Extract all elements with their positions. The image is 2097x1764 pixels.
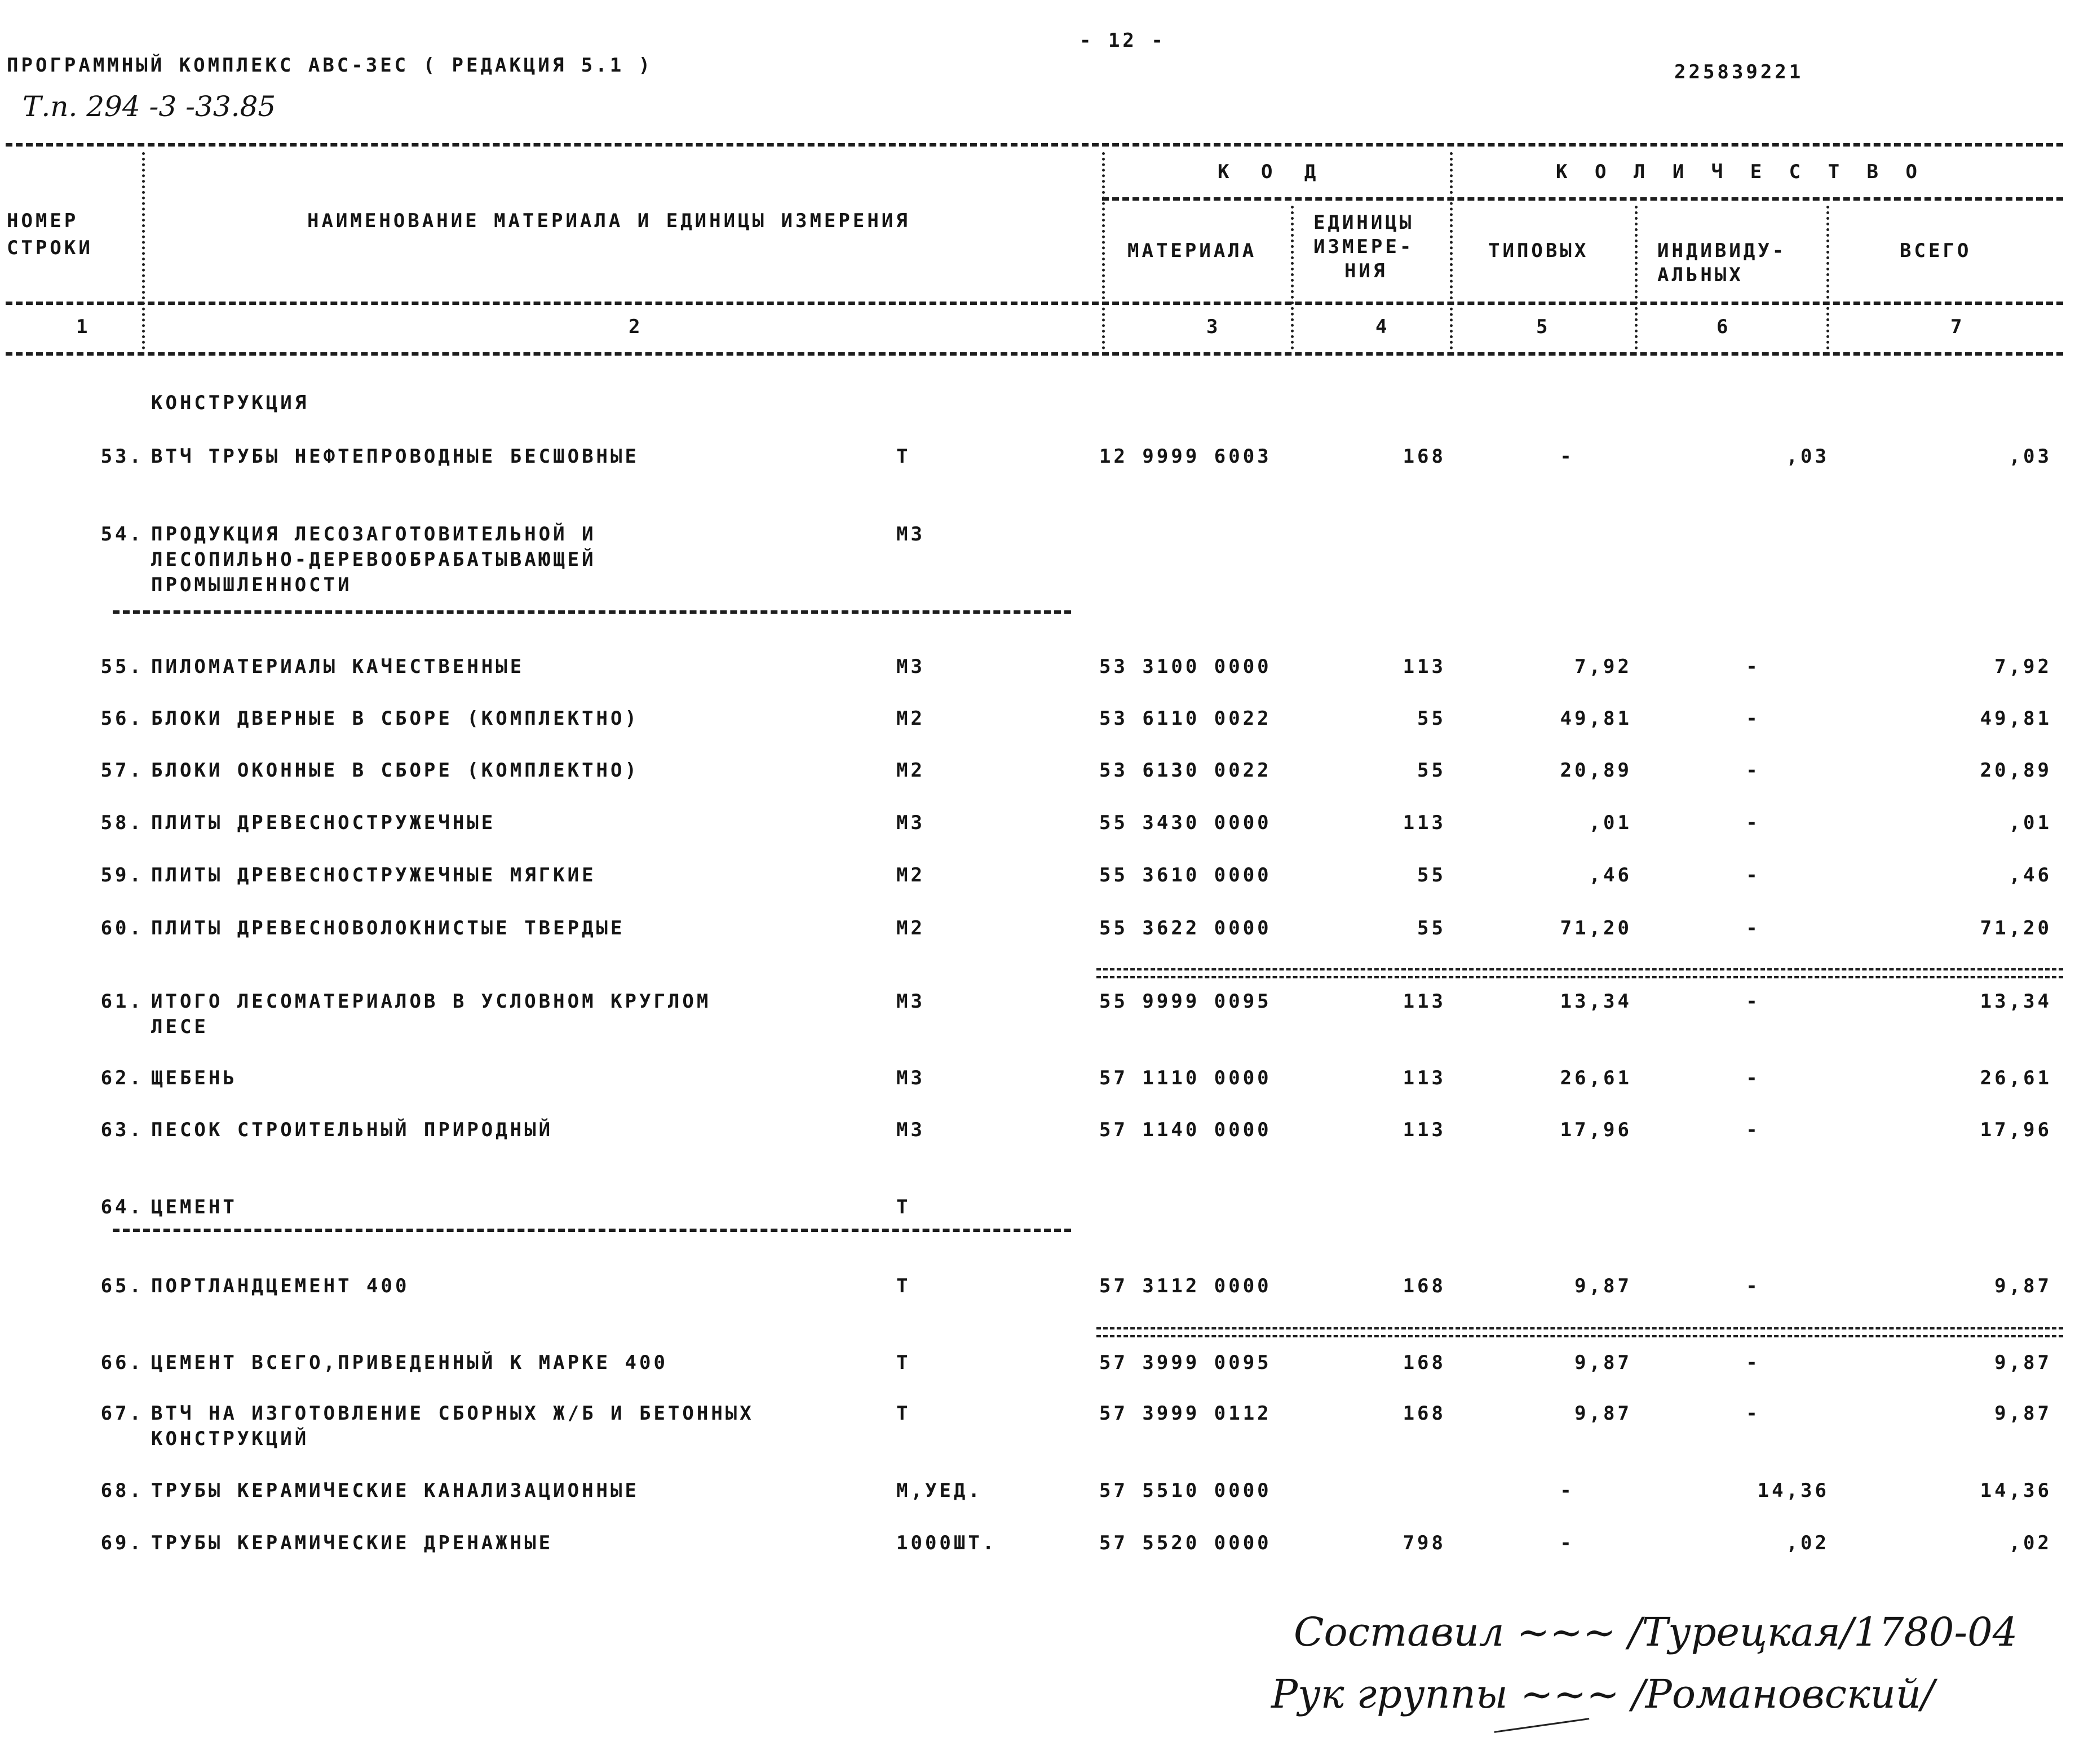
colnum-3: 3: [1206, 316, 1221, 338]
row-code: 57 3999 0112: [1099, 1402, 1272, 1425]
group-rule-cement: [113, 1229, 1071, 1232]
row-total: 20,89: [1980, 759, 2052, 782]
row-name: ВТЧ НА ИЗГОТОВЛЕНИЕ СБОРНЫХ Ж/Б И БЕТОННЫХ: [151, 1402, 754, 1425]
row-unit-code: 113: [1403, 1119, 1446, 1141]
header-unit-1: ЕДИНИЦЫ: [1313, 211, 1414, 234]
colnum-6: 6: [1716, 316, 1731, 338]
row-number: 54.: [100, 523, 144, 546]
row-typical: ,46: [1589, 864, 1632, 887]
row-code: 55 3430 0000: [1099, 812, 1272, 834]
row-typical: 9,87: [1574, 1351, 1632, 1374]
row-total: 71,20: [1980, 917, 2052, 939]
row-number: 58.: [100, 812, 144, 834]
header-sep-4: [1450, 152, 1453, 349]
row-unit-code: 55: [1417, 759, 1446, 782]
table-top-rule: [6, 143, 2063, 147]
row-total: 17,96: [1980, 1119, 2052, 1141]
row-number: 56.: [100, 707, 144, 730]
row-number: 66.: [100, 1351, 144, 1374]
row-number: 64.: [100, 1196, 144, 1218]
row-unit-code: 168: [1403, 1402, 1446, 1425]
kod-subrule: [1102, 197, 2063, 201]
row-name: ИТОГО ЛЕСОМАТЕРИАЛОВ В УСЛОВНОМ КРУГЛОМ: [151, 990, 711, 1013]
header-kolichestvo: К О Л И Ч Е С Т В О: [1556, 161, 1925, 183]
header-name: НАИМЕНОВАНИЕ МАТЕРИАЛА И ЕДИНИЦЫ ИЗМЕРЕНИЯ: [307, 210, 910, 232]
row-code: 53 6130 0022: [1099, 759, 1272, 782]
row-typical: 20,89: [1560, 759, 1632, 782]
row-unit-code: 55: [1417, 864, 1446, 887]
row-code: 12 9999 6003: [1099, 445, 1272, 468]
row-number: 59.: [100, 864, 144, 887]
row-individual: ,02: [1786, 1532, 1829, 1554]
row-individual: -: [1746, 864, 1760, 887]
row-number: 61.: [100, 990, 144, 1013]
row-unit: Т: [896, 1275, 911, 1297]
row-unit-code: 168: [1403, 445, 1446, 468]
header-individual-1: ИНДИВИДУ-: [1657, 240, 1787, 262]
row-code: 55 3610 0000: [1099, 864, 1272, 887]
colnum-4: 4: [1375, 316, 1390, 338]
row-name: ПЛИТЫ ДРЕВЕСНОВОЛОКНИСТЫЕ ТВЕРДЫЕ: [151, 917, 625, 939]
row-unit: М3: [896, 990, 925, 1013]
header-material: МАТЕРИАЛА: [1127, 240, 1257, 262]
header-typical: ТИПОВЫХ: [1488, 240, 1589, 262]
subtotal-double-rule-timber: [1096, 968, 2063, 978]
row-name: ПОРТЛАНДЦЕМЕНТ 400: [151, 1275, 410, 1297]
header-sep-6: [1826, 206, 1829, 349]
row-individual: -: [1746, 1119, 1760, 1141]
row-unit: М3: [896, 1119, 925, 1141]
row-name-line2: ЛЕСОПИЛЬНО-ДЕРЕВООБРАБАТЫВАЮЩЕЙ: [151, 548, 596, 571]
row-typical: 26,61: [1560, 1067, 1632, 1089]
row-individual: ,03: [1786, 445, 1829, 468]
page-number: - 12 -: [1080, 29, 1166, 52]
row-unit: Т: [896, 1351, 911, 1374]
row-code: 57 3112 0000: [1099, 1275, 1272, 1297]
colnum-2: 2: [629, 316, 643, 338]
group-rule-lumber: [113, 610, 1071, 614]
row-code: 57 3999 0095: [1099, 1351, 1272, 1374]
row-unit: М2: [896, 759, 925, 782]
row-individual: -: [1746, 1067, 1760, 1089]
row-typical: ,01: [1589, 812, 1632, 834]
row-typical: 9,87: [1574, 1275, 1632, 1297]
row-name: ПЛИТЫ ДРЕВЕСНОСТРУЖЕЧНЫЕ МЯГКИЕ: [151, 864, 596, 887]
signature-compiled-by: Составил ~~~ /Турецкая/1780-04: [1294, 1609, 2018, 1655]
row-number: 65.: [100, 1275, 144, 1297]
section-label: КОНСТРУКЦИЯ: [151, 392, 309, 414]
row-unit: Т: [896, 1196, 911, 1218]
row-typical: 71,20: [1560, 917, 1632, 939]
row-individual: -: [1746, 917, 1760, 939]
row-unit: М,УЕД.: [896, 1479, 983, 1502]
program-line: ПРОГРАММНЫЙ КОМПЛЕКС АВС-3ЕС ( РЕДАКЦИЯ 5.1 ): [7, 54, 653, 77]
row-name-line2: КОНСТРУКЦИЙ: [151, 1428, 309, 1450]
row-total: 13,34: [1980, 990, 2052, 1013]
row-number: 67.: [100, 1402, 144, 1425]
row-number: 63.: [100, 1119, 144, 1141]
row-typical: -: [1560, 1479, 1574, 1502]
row-code: 53 6110 0022: [1099, 707, 1272, 730]
header-kod: К О Д: [1218, 161, 1326, 183]
row-typical: 49,81: [1560, 707, 1632, 730]
row-unit-code: 168: [1403, 1351, 1446, 1374]
colnum-5: 5: [1536, 316, 1551, 338]
row-total: ,02: [2008, 1532, 2052, 1554]
row-name: ТРУБЫ КЕРАМИЧЕСКИЕ ДРЕНАЖНЫЕ: [151, 1532, 554, 1554]
header-total: ВСЕГО: [1900, 240, 1972, 262]
signature-underline: [1494, 1718, 1590, 1733]
row-individual: -: [1746, 759, 1760, 782]
row-name: ЦЕМЕНТ ВСЕГО,ПРИВЕДЕННЫЙ К МАРКЕ 400: [151, 1351, 668, 1374]
colnum-bottom-rule: [6, 352, 2063, 356]
row-typical: -: [1560, 1532, 1574, 1554]
row-name: ЩЕБЕНЬ: [151, 1067, 237, 1089]
header-row-no-2: СТРОКИ: [7, 237, 93, 259]
row-code: 57 5510 0000: [1099, 1479, 1272, 1502]
header-sep-1: [142, 152, 145, 349]
header-row-no-1: НОМЕР: [7, 210, 79, 232]
row-total: 7,92: [1994, 655, 2052, 678]
row-name: ЦЕМЕНТ: [151, 1196, 237, 1218]
row-code: 57 1140 0000: [1099, 1119, 1272, 1141]
row-total: ,01: [2008, 812, 2052, 834]
row-name-line3: ПРОМЫШЛЕННОСТИ: [151, 574, 352, 596]
row-unit: М2: [896, 917, 925, 939]
row-number: 60.: [100, 917, 144, 939]
row-unit: Т: [896, 445, 911, 468]
row-code: 57 5520 0000: [1099, 1532, 1272, 1554]
document-number: 225839221: [1674, 61, 1804, 83]
row-typical: 9,87: [1574, 1402, 1632, 1425]
row-individual: -: [1746, 707, 1760, 730]
row-total: 26,61: [1980, 1067, 2052, 1089]
row-unit-code: 113: [1403, 655, 1446, 678]
row-total: ,03: [2008, 445, 2052, 468]
row-unit-code: 798: [1403, 1532, 1446, 1554]
row-unit: М3: [896, 655, 925, 678]
row-code: 57 1110 0000: [1099, 1067, 1272, 1089]
row-unit: М3: [896, 523, 925, 546]
signature-group-head: Рук группы ~~~ /Романовский/: [1271, 1671, 1935, 1717]
row-typical: 13,34: [1560, 990, 1632, 1013]
row-unit-code: 113: [1403, 1067, 1446, 1089]
row-number: 68.: [100, 1479, 144, 1502]
header-individual-2: АЛЬНЫХ: [1657, 264, 1744, 286]
row-individual: -: [1746, 1275, 1760, 1297]
row-name-line2: ЛЕСЕ: [151, 1016, 209, 1038]
row-typical: 7,92: [1574, 655, 1632, 678]
row-total: 9,87: [1994, 1402, 2052, 1425]
row-unit: Т: [896, 1402, 911, 1425]
header-unit-3: НИЯ: [1344, 260, 1388, 282]
row-total: 49,81: [1980, 707, 2052, 730]
row-number: 55.: [100, 655, 144, 678]
header-bottom-rule: [6, 302, 2063, 305]
row-name: ПИЛОМАТЕРИАЛЫ КАЧЕСТВЕННЫЕ: [151, 655, 525, 678]
colnum-1: 1: [76, 316, 91, 338]
row-unit-code: 55: [1417, 707, 1446, 730]
row-number: 57.: [100, 759, 144, 782]
row-code: 55 3622 0000: [1099, 917, 1272, 939]
row-unit-code: 113: [1403, 990, 1446, 1013]
row-name: ПЛИТЫ ДРЕВЕСНОСТРУЖЕЧНЫЕ: [151, 812, 496, 834]
row-unit: 1000ШТ.: [896, 1532, 997, 1554]
row-individual: 14,36: [1757, 1479, 1829, 1502]
row-unit: М2: [896, 707, 925, 730]
row-unit-code: 168: [1403, 1275, 1446, 1297]
row-unit-code: 113: [1403, 812, 1446, 834]
row-unit: М3: [896, 812, 925, 834]
header-unit-2: ИЗМЕРЕ-: [1313, 236, 1414, 258]
row-individual: -: [1746, 1402, 1760, 1425]
row-total: 9,87: [1994, 1351, 2052, 1374]
colnum-7: 7: [1950, 316, 1965, 338]
row-name: БЛОКИ ДВЕРНЫЕ В СБОРЕ (КОМПЛЕКТНО): [151, 707, 639, 730]
row-typical: -: [1560, 445, 1574, 468]
row-individual: -: [1746, 1351, 1760, 1374]
header-sep-3: [1291, 206, 1294, 349]
row-individual: -: [1746, 655, 1760, 678]
row-total: ,46: [2008, 864, 2052, 887]
row-name: ПРОДУКЦИЯ ЛЕСОЗАГОТОВИТЕЛЬНОЙ И: [151, 523, 596, 546]
header-sep-2: [1102, 152, 1105, 349]
row-individual: -: [1746, 812, 1760, 834]
row-name: БЛОКИ ОКОННЫЕ В СБОРЕ (КОМПЛЕКТНО): [151, 759, 639, 782]
row-name: ТРУБЫ КЕРАМИЧЕСКИЕ КАНАЛИЗАЦИОННЫЕ: [151, 1479, 639, 1502]
row-total: 14,36: [1980, 1479, 2052, 1502]
row-name: ВТЧ ТРУБЫ НЕФТЕПРОВОДНЫЕ БЕСШОВНЫЕ: [151, 445, 639, 468]
row-total: 9,87: [1994, 1275, 2052, 1297]
row-typical: 17,96: [1560, 1119, 1632, 1141]
row-code: 53 3100 0000: [1099, 655, 1272, 678]
subtotal-double-rule-cement: [1096, 1327, 2063, 1337]
row-name: ПЕСОК СТРОИТЕЛЬНЫЙ ПРИРОДНЫЙ: [151, 1119, 554, 1141]
row-code: 55 9999 0095: [1099, 990, 1272, 1013]
row-individual: -: [1746, 990, 1760, 1013]
row-unit: М3: [896, 1067, 925, 1089]
row-number: 53.: [100, 445, 144, 468]
row-number: 69.: [100, 1532, 144, 1554]
row-number: 62.: [100, 1067, 144, 1089]
row-unit-code: 55: [1417, 917, 1446, 939]
project-reference: Т.п. 294 -3 -33.85: [23, 90, 276, 123]
row-unit: М2: [896, 864, 925, 887]
header-sep-5: [1635, 206, 1638, 349]
